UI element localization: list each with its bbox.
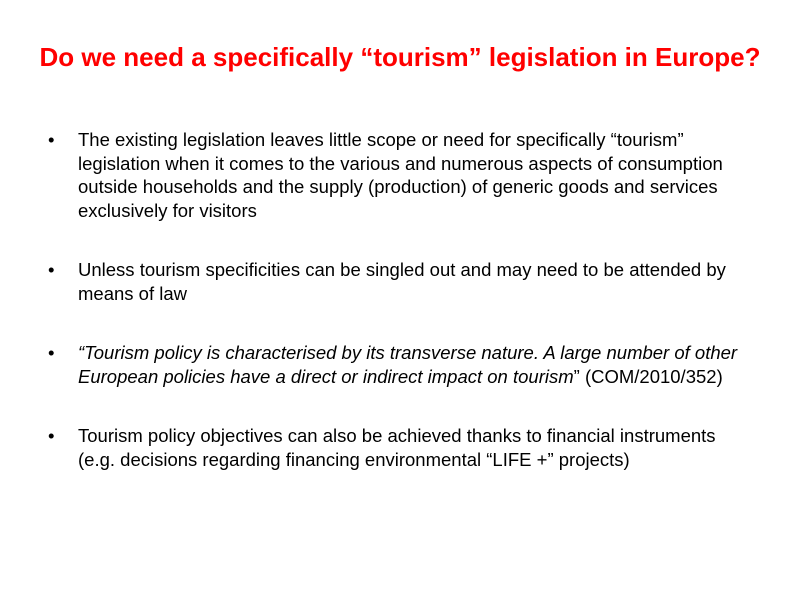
- bullet-text: Tourism policy objectives can also be achieved thanks to financial instruments (e.g. decisions regarding financing environmental “LIFE +” projects): [78, 425, 716, 470]
- bullet-text: The existing legislation leaves little scope or need for specifically “tourism” legislation when it comes to the various and numerous aspects of consumption outside households and the supply (production) of generic goods and services exclusively for visitors: [78, 129, 723, 221]
- bullet-marker: •: [48, 425, 55, 446]
- bullet-quote-text: “Tourism policy is characterised by its transverse nature. A large number of other European policies have a direct or indirect impact on tourism: [78, 342, 738, 387]
- bullet-marker: •: [48, 259, 55, 280]
- bullet-item: [48, 128, 748, 222]
- bullet-text: Unless tourism specificities can be singled out and may need to be attended by means of law: [78, 259, 726, 304]
- bullet-citation-text: ” (COM/2010/352): [573, 365, 723, 387]
- bullet-marker: •: [48, 342, 55, 363]
- bullet-item: [48, 258, 748, 305]
- bullet-item: [48, 341, 748, 388]
- bullet-marker: •: [48, 129, 55, 150]
- slide-title: Do we need a specifically “tourism” legislation in Europe?: [39, 42, 761, 72]
- bullet-item: [48, 424, 748, 471]
- bullet-list: [48, 128, 748, 507]
